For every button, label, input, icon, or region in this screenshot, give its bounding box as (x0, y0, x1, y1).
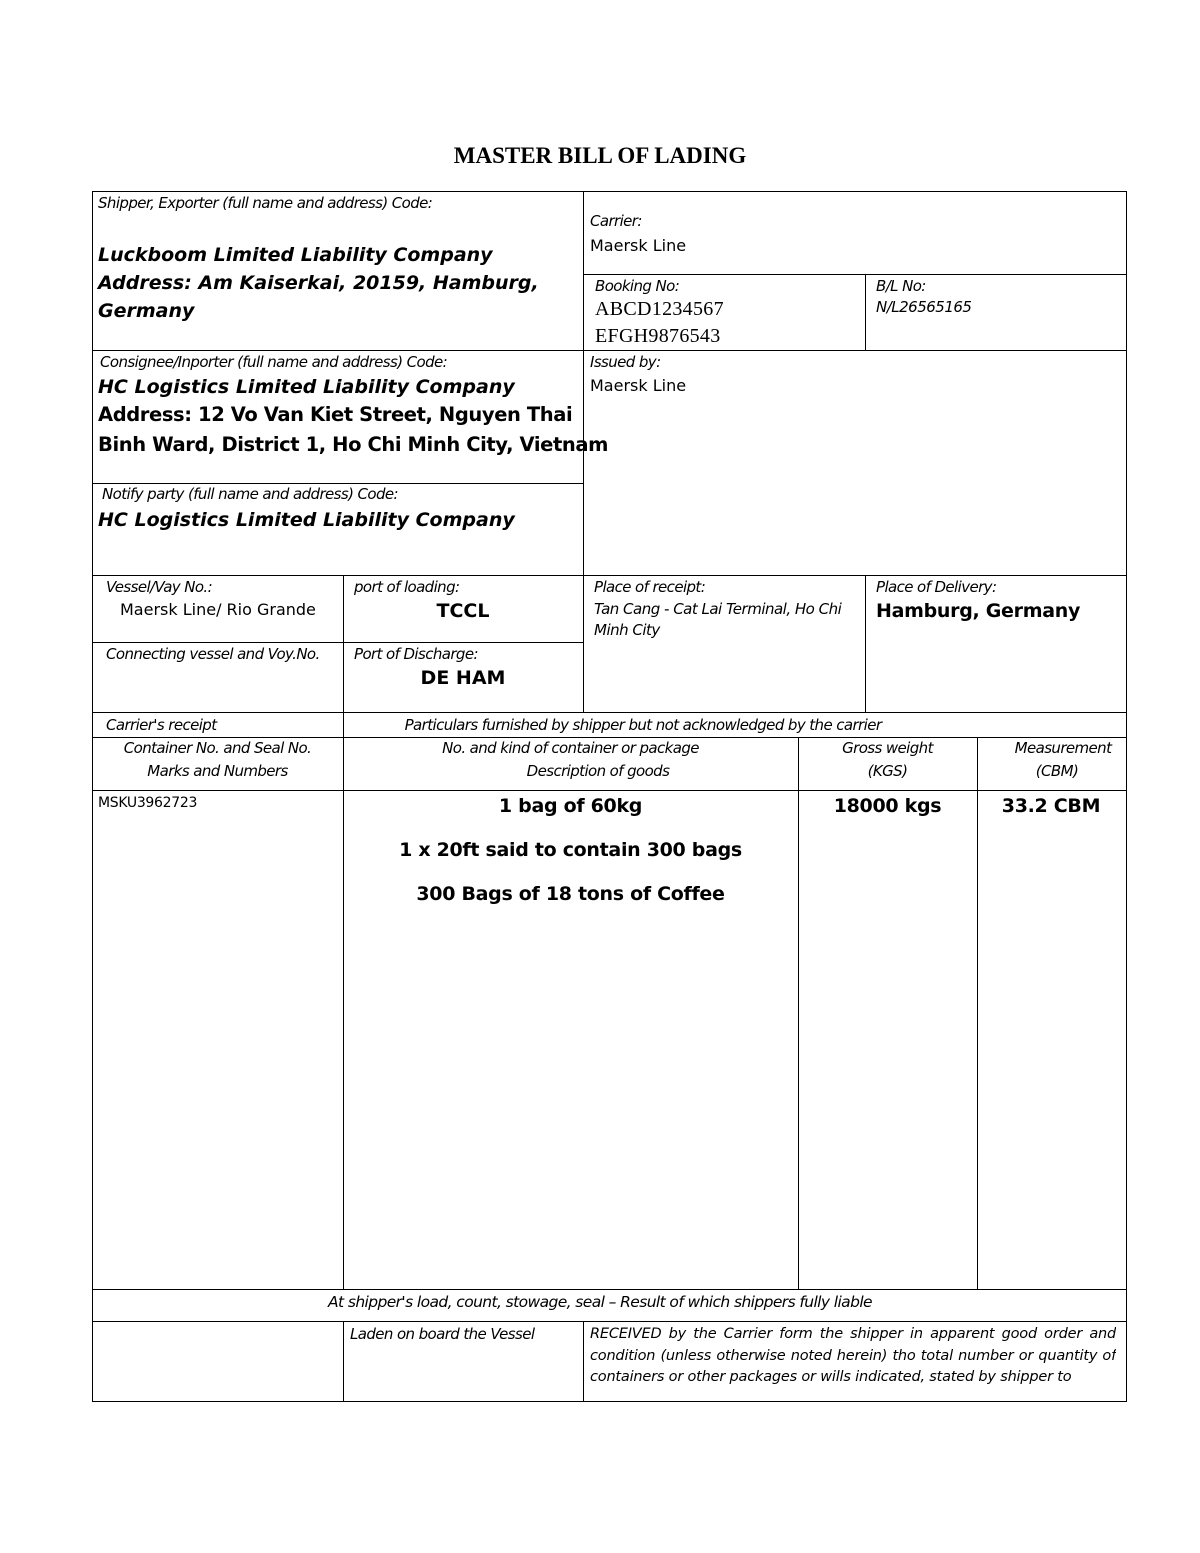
carrier-value: Maersk Line (590, 236, 687, 255)
divider (584, 274, 1126, 275)
place-of-receipt-label: Place of receipt: (594, 578, 706, 596)
port-of-discharge-value: DE HAM (420, 667, 506, 689)
bl-label: B/L No: (876, 277, 926, 295)
column-header-description: Description of goods (526, 762, 670, 780)
received-clause: RECEIVED by the Carrier form the shipper in apparent good order and condition (unless otherwise noted herein) tho total number or quantity of containers or other packages or wills indicated, stated by shipper to (590, 1326, 1116, 1385)
divider (92, 1289, 1126, 1290)
measurement-value: 33.2 CBM (1001, 795, 1101, 817)
shipper-name: Luckboom Limited Liability Company (98, 244, 493, 266)
goods-line: 1 x 20ft said to contain 300 bags (399, 839, 742, 861)
divider (343, 737, 344, 1290)
divider (92, 712, 1126, 713)
divider (343, 1321, 344, 1401)
column-header-measurement: Measurement (1014, 739, 1112, 757)
port-of-discharge-label: Port of Discharge: (354, 645, 478, 663)
port-of-loading-label: port of loading: (354, 578, 460, 596)
divider (977, 737, 978, 1290)
divider (798, 737, 799, 1290)
consignee-address-line2: Binh Ward, District 1, Ho Chi Minh City, Vietnam (98, 433, 609, 456)
divider (92, 350, 1126, 351)
place-of-delivery-label: Place of Delivery: (876, 578, 997, 596)
container-number: MSKU3962723 (98, 795, 198, 811)
divider (583, 1321, 584, 1401)
port-of-loading-value: TCCL (436, 600, 490, 622)
divider (92, 790, 1126, 791)
column-header-gross-weight: Gross weight (842, 739, 933, 757)
particulars-furnished-label: Particulars furnished by shipper but not acknowledged by the carrier (404, 716, 882, 734)
column-header-measurement: (CBM) (1035, 762, 1079, 780)
issued-by-label: Issued by: (590, 353, 661, 371)
vessel-label: Vessel/Vay No.: (106, 578, 213, 596)
column-header-gross-weight: (KGS) (867, 762, 908, 780)
divider (92, 642, 584, 643)
divider (92, 1321, 1126, 1322)
gross-weight-value: 18000 kgs (833, 795, 942, 817)
divider (865, 274, 866, 351)
column-header-container: Container No. and Seal No. (123, 739, 312, 757)
notify-party-name: HC Logistics Limited Liability Company (98, 509, 515, 531)
laden-on-board-label: Laden on board the Vessel (350, 1325, 535, 1343)
notify-party-label: Notify party (full name and address) Code: (102, 485, 398, 503)
column-header-container: Marks and Numbers (147, 762, 288, 780)
document-title: MASTER BILL OF LADING (453, 143, 747, 168)
vessel-value: Maersk Line/ Rio Grande (120, 600, 316, 619)
shipper-label: Shipper, Exporter (full name and address) Code: (98, 194, 433, 212)
shipper-address-line2: Germany (98, 300, 195, 322)
booking-number: ABCD1234567 (595, 298, 724, 320)
shipper-load-note: At shipper's load, count, stowage, seal – Result of which shippers fully liable (328, 1293, 872, 1311)
divider (865, 575, 866, 713)
carrier-label: Carrier: (590, 212, 642, 230)
place-of-receipt-value: Tan Cang - Cat Lai Terminal, Ho Chi Minh City (594, 600, 842, 639)
goods-line: 300 Bags of 18 tons of Coffee (416, 883, 725, 905)
consignee-address-line1: Address: 12 Vo Van Kiet Street, Nguyen Thai (98, 403, 573, 426)
consignee-name: HC Logistics Limited Liability Company (98, 376, 515, 398)
bl-number: N/L26565165 (876, 298, 972, 316)
place-of-delivery-value: Hamburg, Germany (876, 600, 1081, 622)
column-header-description: No. and kind of container or package (442, 739, 699, 757)
divider (92, 483, 584, 484)
divider (92, 737, 1126, 738)
carriers-receipt-label: Carrier's receipt (106, 716, 217, 734)
booking-number: EFGH9876543 (595, 325, 721, 347)
shipper-address-line1: Address: Am Kaiserkai, 20159, Hamburg, (98, 272, 539, 294)
goods-line: 1 bag of 60kg (498, 795, 643, 817)
connecting-vessel-label: Connecting vessel and Voy.No. (106, 645, 320, 663)
consignee-label: Consignee/Inporter (full name and address) Code: (100, 353, 448, 371)
divider (92, 575, 1126, 576)
issued-by-value: Maersk Line (590, 376, 687, 395)
booking-label: Booking No: (595, 277, 680, 295)
